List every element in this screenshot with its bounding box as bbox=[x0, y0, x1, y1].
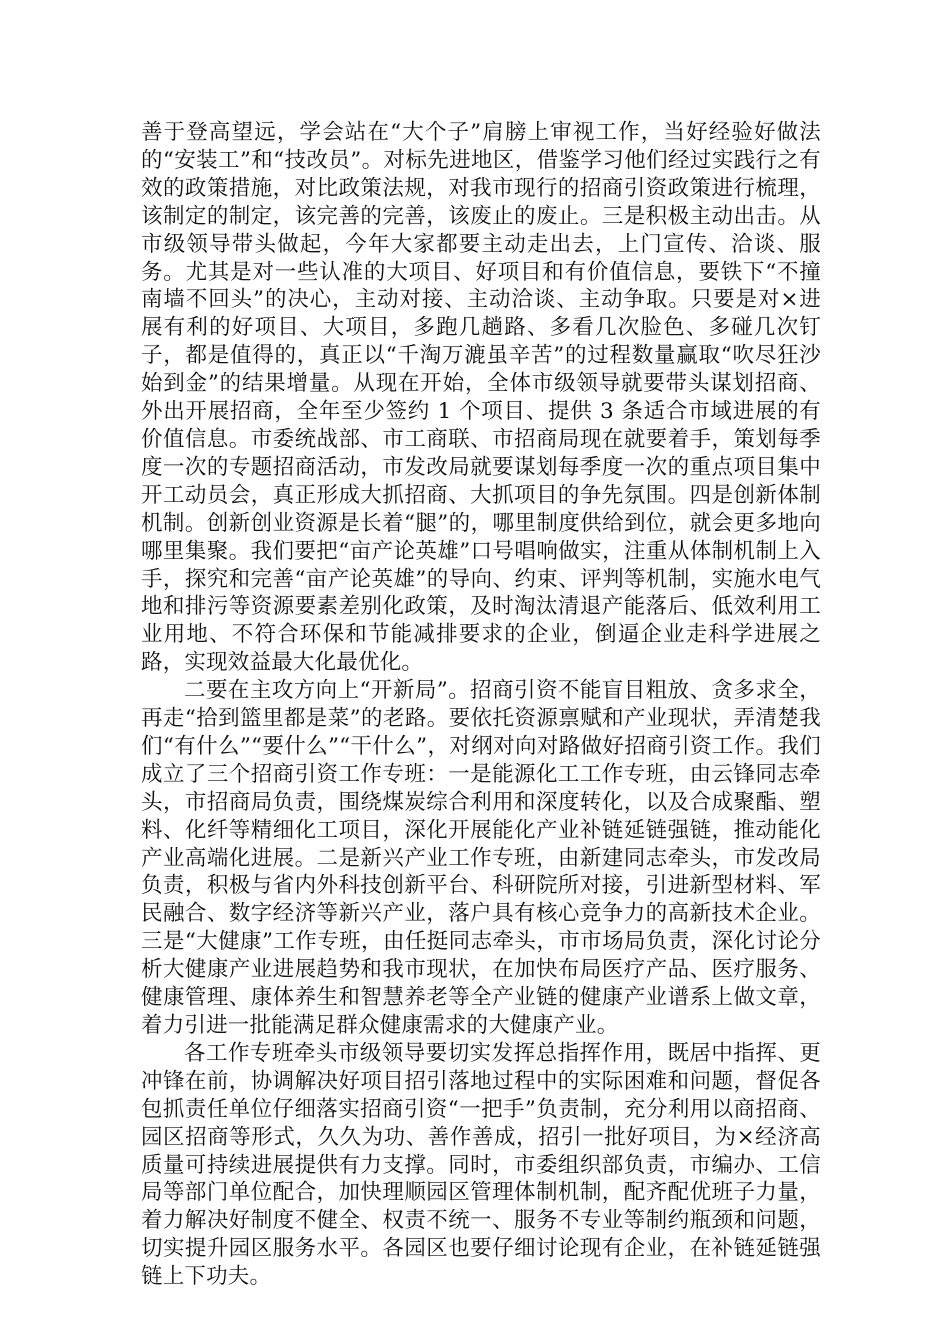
document-body bbox=[141, 119, 821, 1291]
paragraph-3: 各工作专班牵头市级领导要切实发挥总指挥作用，既居中指挥、更冲锋在前，协调解决好项目招引落地过程中的实际困难和问题，督促各包抓责任单位仔细落实招商引资“一把手”负责制，充分利用以商招商、园区招商等形式，久久为功、善作善成，招引一批好项目，为×经济高质量可持续进展提供有力支撑。同时，市委组织部负责，市编办、工信局等部门单位配合，加快理顺园区管理体制机制，配齐配优班子力量，着力解决好制度不健全、权责不统一、服务不专业等制约瓶颈和问题，切实提升园区服务水平。各园区也要仔细讨论现有企业，在补链延链强链上下功夫。 bbox=[141, 1040, 821, 1290]
paragraph-2: 二要在主攻方向上“开新局”。招商引资不能盲目粗放、贪多求全，再走“拾到篮里都是菜”的老路。要依托资源禀赋和产业现状，弄清楚我们“有什么”“要什么”“干什么”，对纲对向对路做好招商引资工作。我们成立了三个招商引资工作专班：一是能源化工工作专班，由云锋同志牵头，市招商局负责，围绕煤炭综合利用和深度转化，以及合成聚酯、塑料、化纤等精细化工项目，深化开展能化产业补链延链强链，推动能化产业高端化进展。二是新兴产业工作专班，由新建同志牵头，市发改局负责，积极与省内外科技创新平台、科研院所对接，引进新型材料、军民融合、数字经济等新兴产业，落户具有核心竞争力的高新技术企业。三是“大健康”工作专班，由任挺同志牵头，市市场局负责，深化讨论分析大健康产业进展趋势和我市现状，在加快布局医疗产品、医疗服务、健康管理、康体养生和智慧养老等全产业链的健康产业谱系上做文章，着力引进一批能满足群众健康需求的大健康产业。 bbox=[141, 678, 821, 1038]
paragraph-1: 善于登高望远，学会站在“大个子”肩膀上审视工作，当好经验好做法的“安装工”和“技改员”。对标先进地区，借鉴学习他们经过实践行之有效的政策措施，对比政策法规，对我市现行的招商引资政策进行梳理，该制定的制定，该完善的完善，该废止的废止。三是积极主动出击。从市级领导带头做起，今年大家都要主动走出去，上门宣传、洽谈、服务。尤其是对一些认准的大项目、好项目和有价值信息，要铁下“不撞南墙不回头”的决心，主动对接、主动洽谈、主动争取。只要是对×进展有利的好项目、大项目，多跑几趟路、多看几次脸色、多碰几次钉子，都是值得的，真正以“千淘万漉虽辛苦”的过程数量赢取“吹尽狂沙始到金”的结果增量。从现在开始，全体市级领导就要带头谋划招商、外出开展招商，全年至少签约 1 个项目、提供 3 条适合市域进展的有价值信息。市委统战部、市工商联、市招商局现在就要着手，策划每季度一次的专题招商活动，市发改局就要谋划每季度一次的重点项目集中开工动员会，真正形成大抓招商、大抓项目的争先氛围。四是创新体制机制。创新创业资源是长着“腿”的，哪里制度供给到位，就会更多地向哪里集聚。我们要把“亩产论英雄”口号唱响做实，注重从体制机制上入手，探究和完善“亩产论英雄”的导向、约束、评判等机制，实施水电气地和排污等资源要素差别化政策，及时淘汰清退产能落后、低效利用工业用地、不符合环保和节能减排要求的企业，倒逼企业走科学进展之路，实现效益最大化最优化。 bbox=[141, 120, 821, 676]
